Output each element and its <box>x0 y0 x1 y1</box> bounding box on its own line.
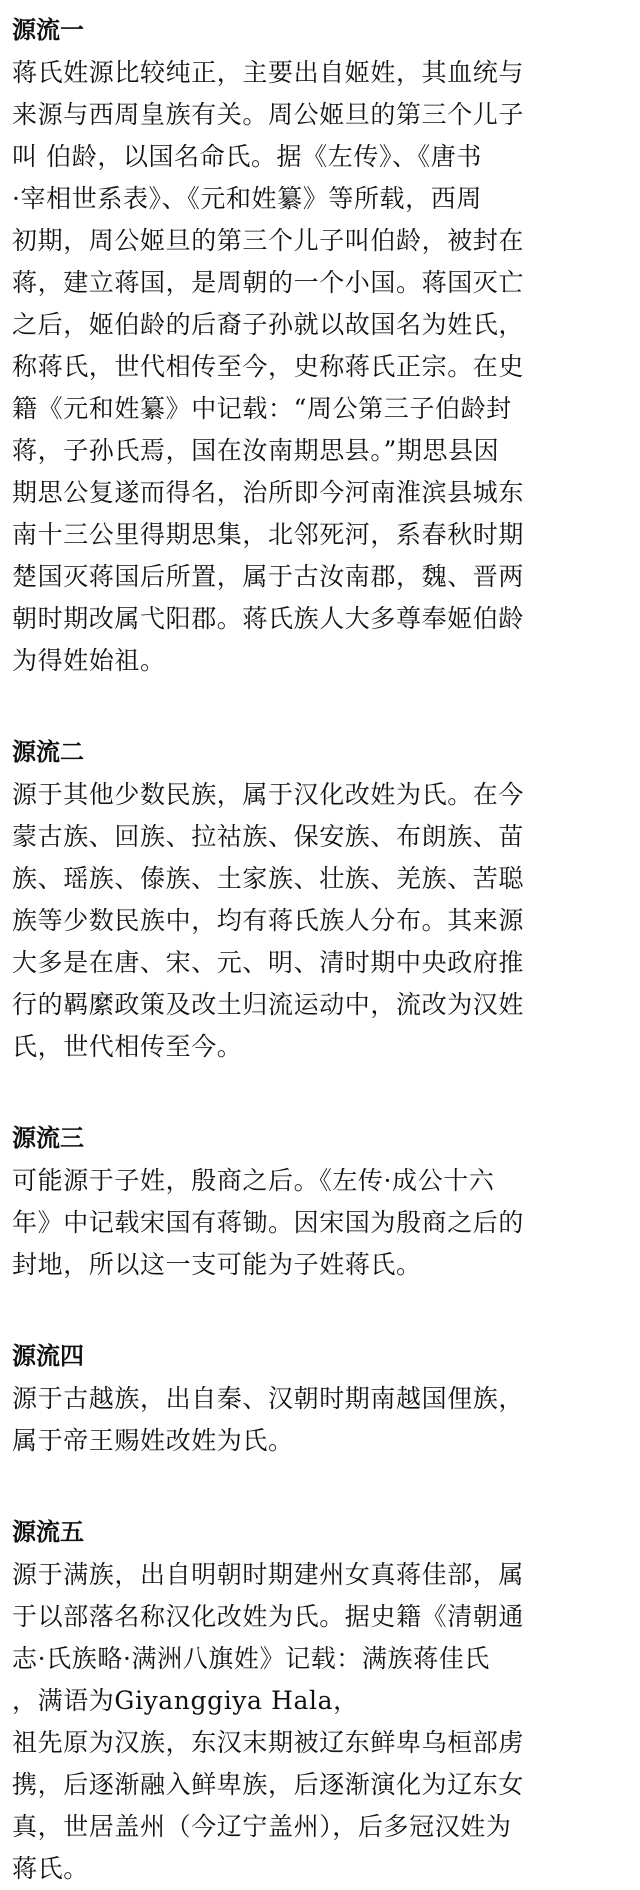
section-paragraph <box>12 1160 628 1286</box>
text-line: 叫 伯龄，以国名命氏。据《左传》、《唐书 <box>12 142 482 171</box>
text-line: 携，后逐渐融入鲜卑族，后逐渐演化为辽东女 <box>12 1770 525 1799</box>
text-line: 之后，姬伯龄的后裔子孙就以故国名为姓氏， <box>12 310 525 339</box>
section-heading: 源流五 <box>12 1517 84 1546</box>
section-origin-5 <box>12 1510 628 1890</box>
section-heading: 源流三 <box>12 1123 84 1152</box>
text-line: 族等少数民族中，均有蒋氏族人分布。其来源 <box>12 906 525 935</box>
text-line: 蒋氏姓源比较纯正，主要出自姬姓，其血统与 <box>12 58 525 87</box>
text-line: 可能源于子姓，殷商之后。《左传·成公十六 <box>12 1166 495 1195</box>
text-line: 来源与西周皇族有关。周公姬旦的第三个儿子 <box>12 100 525 129</box>
text-line: 楚国灭蒋国后所置，属于古汝南郡，魏、晋两 <box>12 562 525 591</box>
text-line: ·宰相世系表》、《元和姓纂》等所载，西周 <box>12 184 482 213</box>
text-line: 志·氏族略·满洲八旗姓》记载：满族蒋佳氏 <box>12 1644 490 1673</box>
text-line: 祖先原为汉族，东汉末期被辽东鲜卑乌桓部虏 <box>12 1728 525 1757</box>
text-line: ，满语为Giyanggiya Hala， <box>12 1686 359 1715</box>
text-line: 初期，周公姬旦的第三个儿子叫伯龄，被封在 <box>12 226 525 255</box>
section-origin-1 <box>12 8 628 682</box>
section-origin-4 <box>12 1334 628 1462</box>
text-line: 真，世居盖州（今辽宁盖州），后多冠汉姓为 <box>12 1812 512 1841</box>
section-paragraph <box>12 774 628 1068</box>
section-heading: 源流一 <box>12 15 84 44</box>
text-line: 源于其他少数民族，属于汉化改姓为氏。在今 <box>12 780 525 809</box>
section-origin-2 <box>12 730 628 1068</box>
text-line: 为得姓始祖。 <box>12 646 166 675</box>
text-line: 蒋，建立蒋国，是周朝的一个小国。蒋国灭亡 <box>12 268 525 297</box>
text-line: 称蒋氏，世代相传至今，史称蒋氏正宗。在史 <box>12 352 525 381</box>
text-line: 属于帝王赐姓改姓为氏。 <box>12 1426 294 1455</box>
text-line: 封地，所以这一支可能为子姓蒋氏。 <box>12 1250 422 1279</box>
section-paragraph <box>12 1378 628 1462</box>
text-line: 籍《元和姓纂》中记载：“周公第三子伯龄封 <box>12 394 512 423</box>
text-line: 氏，世代相传至今。 <box>12 1032 243 1061</box>
text-line: 于以部落名称汉化改姓为氏。据史籍《清朝通 <box>12 1602 525 1631</box>
text-line: 蒙古族、回族、拉祜族、保安族、布朗族、苗 <box>12 822 525 851</box>
section-paragraph <box>12 52 628 682</box>
section-paragraph <box>12 1554 628 1890</box>
text-line: 大多是在唐、宋、元、明、清时期中央政府推 <box>12 948 525 977</box>
text-line: 期思公复遂而得名，治所即今河南淮滨县城东 <box>12 478 525 507</box>
section-heading: 源流四 <box>12 1341 84 1370</box>
text-line: 朝时期改属弋阳郡。蒋氏族人大多尊奉姬伯龄 <box>12 604 525 633</box>
text-line: 行的羁縻政策及改土归流运动中，流改为汉姓 <box>12 990 525 1019</box>
text-line: 南十三公里得期思集，北邻死河，系春秋时期 <box>12 520 525 549</box>
text-line: 源于古越族，出自秦、汉朝时期南越国俚族， <box>12 1384 525 1413</box>
text-line: 蒋，子孙氏焉，国在汝南期思县。”期思县因 <box>12 436 500 465</box>
text-line: 年》中记载宋国有蒋锄。因宋国为殷商之后的 <box>12 1208 525 1237</box>
text-line: 源于满族，出自明朝时期建州女真蒋佳部，属 <box>12 1560 525 1589</box>
section-origin-3 <box>12 1116 628 1286</box>
text-line: 族、瑶族、傣族、土家族、壮族、羌族、苦聪 <box>12 864 525 893</box>
text-line: 蒋氏。 <box>12 1854 89 1883</box>
section-heading: 源流二 <box>12 737 84 766</box>
